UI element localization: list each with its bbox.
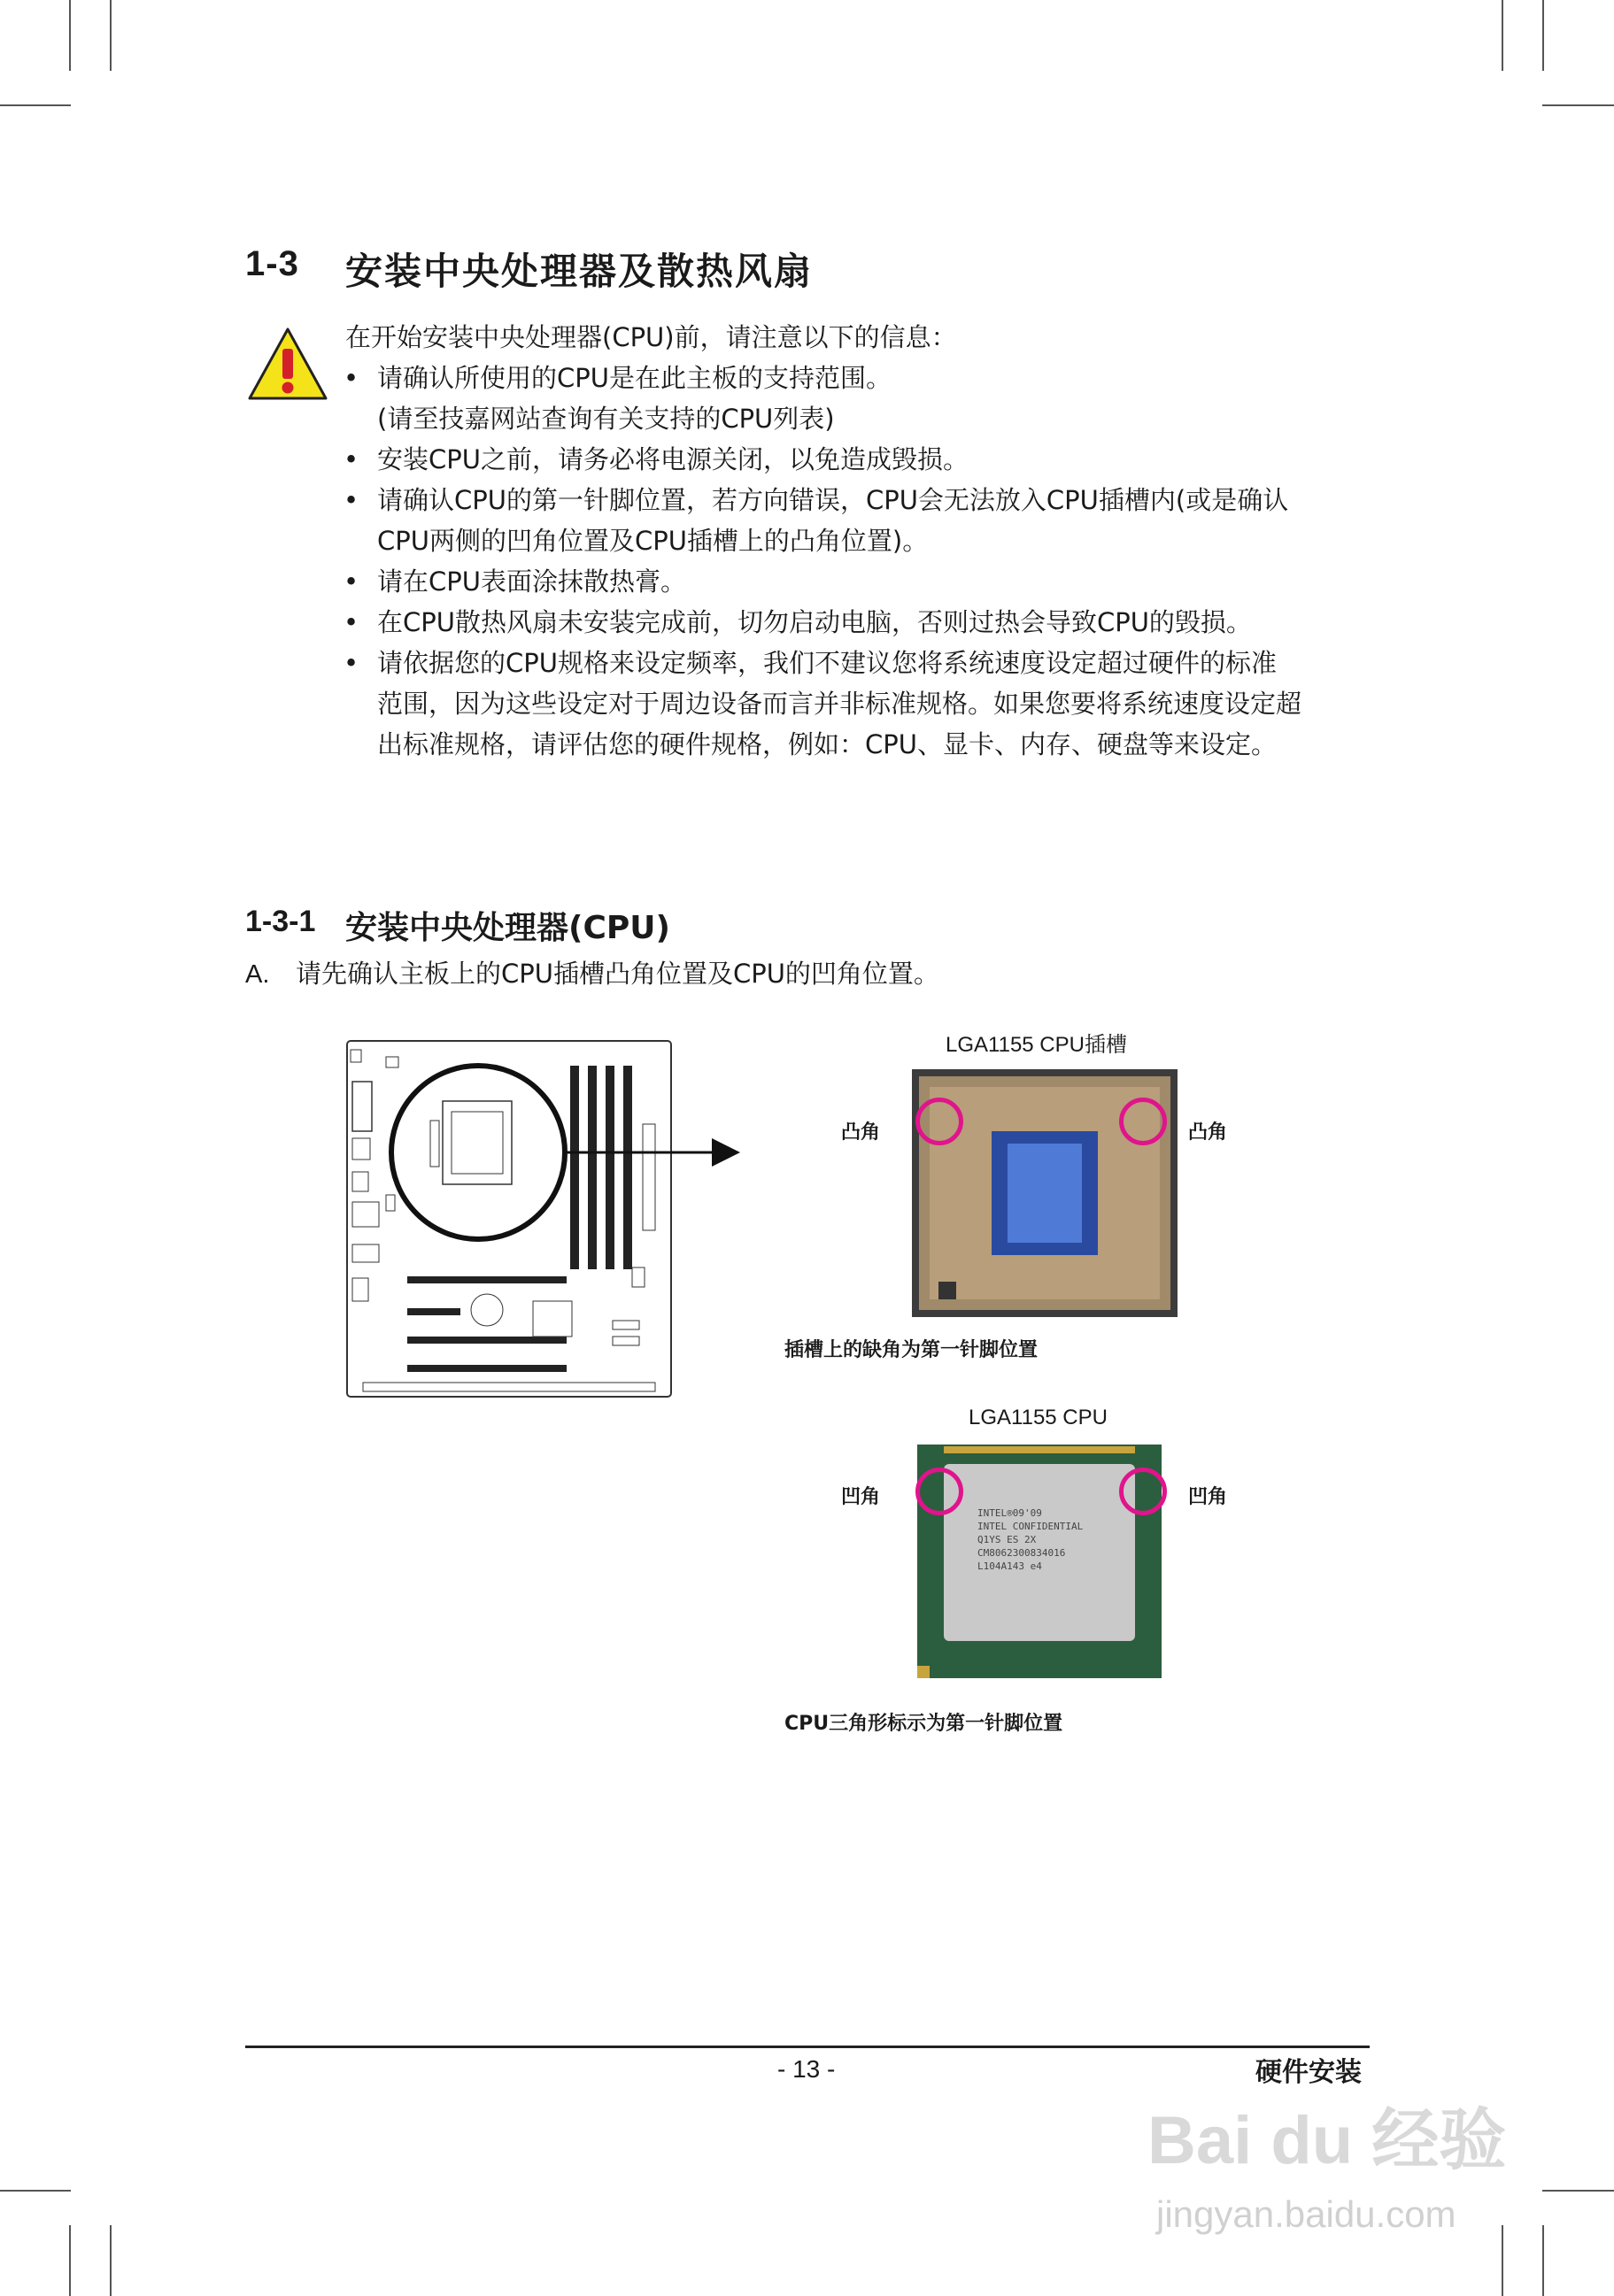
cpu-title: LGA1155 CPU	[969, 1406, 1108, 1429]
crop-mark	[69, 2225, 71, 2296]
page-number: - 13 -	[777, 2055, 836, 2083]
crop-mark	[1542, 104, 1614, 106]
list-item: • 在CPU散热风扇未安装完成前，切勿启动电脑，否则过热会导致CPU的毁损。	[344, 607, 1252, 637]
socket-right-label: 凸角	[1188, 1121, 1228, 1144]
crop-mark	[69, 0, 71, 71]
step-label: A.	[245, 960, 270, 989]
socket-left-label: 凸角	[841, 1121, 881, 1144]
crop-mark	[1542, 0, 1544, 71]
crop-mark	[1542, 2190, 1614, 2192]
step-text: 请先确认主板上的CPU插槽凸角位置及CPU的凹角位置。	[296, 959, 939, 989]
socket-caption: 插槽上的缺角为第一针脚位置	[784, 1339, 1039, 1361]
highlight-circle-icon	[915, 1468, 963, 1515]
cpu-right-label: 凹角	[1188, 1486, 1228, 1508]
section-number: 1-3	[245, 244, 299, 283]
crop-mark	[0, 2190, 71, 2192]
crop-mark	[1502, 0, 1503, 71]
svg-text:jingyan.baidu.com: jingyan.baidu.com	[1156, 2193, 1456, 2235]
baidu-watermark	[1147, 2089, 1519, 2248]
subsection-number: 1-3-1	[245, 905, 316, 938]
list-item: • 请依据您的CPU规格来设定频率，我们不建议您将系统速度设定超过硬件的标准 范围，因为这些设定对于周边设备而言并非标准规格。如果您要将系统速度设定超 出标准规格，请评估您的硬件规格，例如：CPU、显卡、内存、硬盘等来设定。	[344, 648, 1302, 759]
list-item: • 请在CPU表面涂抹散热膏。	[344, 566, 686, 597]
cpu-left-label: 凹角	[841, 1486, 881, 1508]
footer-rule	[245, 2046, 1370, 2048]
cpu-caption: CPU三角形标示为第一针脚位置	[784, 1713, 1063, 1735]
svg-text:Bai du 经验: Bai du 经验	[1147, 2103, 1507, 2178]
cpu-markings: INTEL®09'09 INTEL CONFIDENTIAL Q1YS ES 2X CM8062300834016 L104A143 e4	[977, 1507, 1084, 1572]
list-item: • 请确认所使用的CPU是在此主板的支持范围。 (请至技嘉网站查询有关支持的CPU列表)	[344, 363, 892, 434]
motherboard-diagram	[345, 1039, 744, 1402]
crop-mark	[1542, 2225, 1544, 2296]
section-title: 安装中央处理器及散热风扇	[345, 250, 814, 293]
step-a	[245, 954, 939, 990]
crop-mark	[110, 2225, 112, 2296]
highlight-circle-icon	[915, 1098, 963, 1145]
list-item: • 安装CPU之前，请务必将电源关闭，以免造成毁损。	[344, 444, 969, 474]
crop-mark	[0, 104, 71, 106]
subsection-title: 安装中央处理器(CPU)	[345, 910, 670, 946]
warning-list	[336, 358, 1381, 765]
highlight-circle-icon	[1119, 1098, 1167, 1145]
socket-title: LGA1155 CPU插槽	[946, 1033, 1127, 1057]
footer-title: 硬件安装	[1255, 2057, 1362, 2088]
intro-text: 在开始安装中央处理器(CPU)前，请注意以下的信息：	[345, 322, 957, 352]
crop-mark	[110, 0, 112, 71]
warning-triangle-icon	[246, 326, 329, 402]
list-item: • 请确认CPU的第一针脚位置，若方向错误，CPU会无法放入CPU插槽内(或是确认 CPU两侧的凹角位置及CPU插槽上的凸角位置)。	[344, 485, 1289, 556]
highlight-circle-icon	[1119, 1468, 1167, 1515]
